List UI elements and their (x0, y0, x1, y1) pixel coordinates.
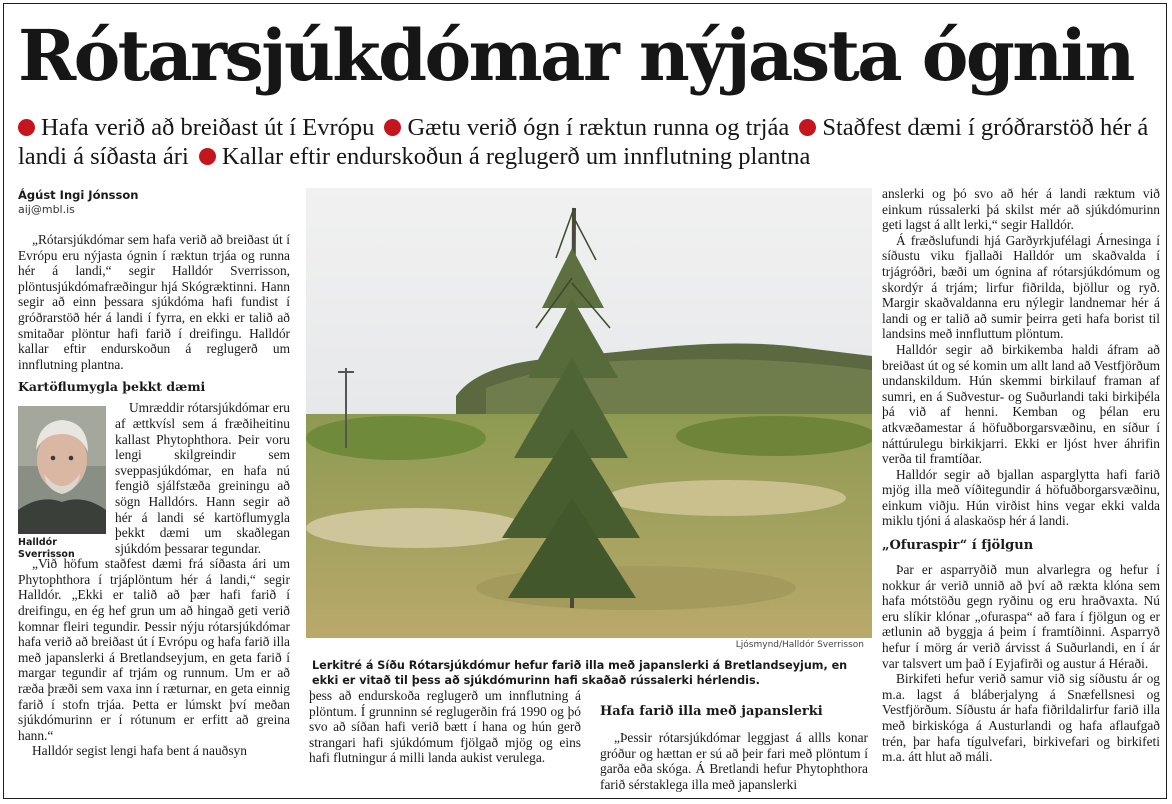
portrait-photo (18, 406, 106, 561)
byline-author: Ágúst Ingi Jónsson (18, 188, 139, 202)
photo-credit: Ljósmynd/Halldór Sverrisson (735, 640, 864, 650)
byline-email[interactable]: aij@mbl.is (18, 203, 75, 216)
newspaper-page (3, 3, 1167, 799)
larch-tree-photo (306, 188, 872, 638)
portrait-caption: Halldór Sverrisson (18, 537, 75, 561)
paragraph: Á fræðslufundi hjá Garðyrkjufélagi Árnesinga í síðustu viku fjallaði Halldór um skaðvalda í trjágróðri, bæði um ógnina af rótarsjúkdómum og skordýr á trjám; lirfur fiðrilda, bjöllur og ryð. Margir skaðvaldanna eru nýlegir landnemar hér á landi og er talið að sumir þeirra geti hafa borist til landsins með innfluttum plöntum. (882, 232, 1160, 342)
section-heading: „Ofuraspir“ í fjölgun (882, 538, 1034, 554)
paragraph: þess að endurskoða reglugerð um innflutning á plöntum. Í grunninn sé reglugerðin frá 1990 og þó svo að síðan hafi verið bætt í hana og hún gerð strangari hafi sjúkdómum fjölgað mjög og eins hafi flutningur á milli landa aukist verulega. (309, 688, 581, 766)
bullet-dot-icon (18, 119, 35, 136)
subheads (18, 113, 1158, 171)
article-column-2 (309, 688, 581, 798)
section-heading: Hafa farið illa með japanslerki (600, 704, 823, 719)
paragraph: Halldór segir að bjallan asparglytta hafi farið mjög illa með víðitegundir á höfuðborgarsvæðinu, einkum viðju. Hún virðist hins vegar ekki valda miklu tjóni á alaskaösp hér á landi. (882, 466, 1160, 529)
portrait-image (18, 406, 106, 534)
subhead-4: Kallar eftir endurskoðun á reglugerð um innflutning plantna (221, 143, 811, 170)
main-photo (306, 188, 872, 638)
headline: Rótarsjúkdómar nýjasta ógnin (18, 14, 1133, 97)
caption-text: Rótarsjúkdómur hefur farið illa með japanslerki á Bretlandseyjum, en ekki er vitað til þess að sjúkdómurinn hafi skaðað rússalerki hérlendis. (312, 659, 848, 687)
paragraph: Halldór segir að birkikemba haldi áfram að breiðast út og sé komin um allt land að Vestfjörðum undanskildum. Hún skemmi birkilauf framan af sumri, en á Suðvestur- og Suðurlandi taki birkiþéla þá við af henni. Kemban og þélan eru atkvæðamestar á höfuðborgarsvæðinu, en síður í náttúrulegu birkikjarri. Ekki er ljóst hver áhrifin verða til framtíðar. (882, 341, 1160, 467)
subhead-1: Hafa verið að breiðast út í Evrópu (41, 114, 375, 141)
paragraph: „Við höfum staðfest dæmi frá síðasta ári um Phytophthora í trjáplöntum hér á landi,“ segir Halldór. „Ekki er talið að þær hafi farið í dreifingu, en ég hef grun um að hingað geti verið komnar fleiri tegundir. Þessir nýju rótarsjúkdómar hafa verið að breiðast út í Evrópu og hafa farið illa með japanslerki á Bretlandseyjum, en geta farið í margar tegundir af trjám og runnum. Um er að ræða þræði sem vaxa inn í ræturnar, en geta einnig farið í stofn trjáa. Þetta er lúmskt því meðan sjúkdómurinn er í rótunum er erfitt að greina hann.“ (18, 556, 290, 743)
article-column-3 (600, 704, 868, 798)
subhead-2: Gætu verið ógn í ræktun runna og trjáa (407, 114, 790, 141)
article-column-1 (18, 232, 290, 798)
paragraph: „Þessir rótarsjúkdómar leggjast á allls konar gróður og hættan er sú að þeir fari með plöntum í garða eða skóga. Á Bretlandi hefur Phytophthora farið sérstaklega illa með japanslerki (600, 730, 868, 792)
paragraph: anslerki og þó svo að hér á landi ræktum við einkum rússalerki þá skilst mér að sjúkdómurinn geti lagst á allt lerki,“ segir Halldór. (882, 186, 1160, 233)
paragraph: Halldór segist lengi hafa bent á nauðsyn (32, 743, 247, 759)
section-heading: Kartöflumygla þekkt dæmi (18, 379, 206, 395)
photo-caption (312, 658, 868, 688)
bullet-dot-icon (199, 148, 216, 165)
subhead-3: Staðfest dæmi í gróðrarstöð hér á landi á síðasta ári (18, 114, 1149, 170)
paragraph: Þar er asparryðið mun alvarlegra og hefur í nokkur ár verið unnið að því að rækta klóna sem hafa mótstöðu gegn ryðinu og eru hraðvaxta. Nú eru slíkir klónar „ofuraspa“ að fara í fjölgun og er ætlunin að byggja á þeim í framtíðinni. Asparryð hefur í mörg ár verið árvisst á Suðurlandi, en í ár var talsvert um það í Eyjafirði og austur á Héraði. (882, 562, 1160, 671)
caption-lead: Lerkitré á Síðu (312, 659, 405, 672)
paragraph: „Rótarsjúkdómar sem hafa verið að breiðast út í Evrópu eru nýjasta ógnin í ræktun trjáa og runna hér á landi,“ segir Halldór Sverrisson, plöntusjúkdómafræðingur hjá Skógræktinni. Hann segir að einn þessara sjúkdóma hafi fundist í gróðrarstöð hér á landi í fyrra, en ekki er talið að smitaðar plöntur hafi farið í dreifingu. Halldór kallar eftir endurskoðun á reglugerð um innflutning plantna. (18, 232, 290, 372)
bullet-dot-icon (384, 119, 401, 136)
article-column-4 (882, 186, 1160, 798)
bullet-dot-icon (799, 119, 816, 136)
paragraph: Birkifeti hefur verið samur við sig síðustu ár og m.a. lagst á bláberjalyng á Snæfellsnesi og Vestfjörðum. Síðustu ár hafa fiðrildalirfur farið illa með birkiskóga á Austurlandi og hafa aflaufgað trén, þar hafa tígulvefari, birkivefari og birkifeti m.a. átt hlut að máli. (882, 671, 1160, 765)
paragraph: Umræddir rótarsjúkdómar eru af ættkvísl sem á fræðiheitinu kallast Phytophthora. Þeir voru lengi skilgreindir sem sveppasjúkdómar, en hafa nú fengið sjálfstæða greiningu að sögn Halldórs. Hann segir að hér á landi sé kartöflumygla þekkt dæmi um skaðlegan sjúkdóm þessarar tegundar. (115, 400, 290, 556)
